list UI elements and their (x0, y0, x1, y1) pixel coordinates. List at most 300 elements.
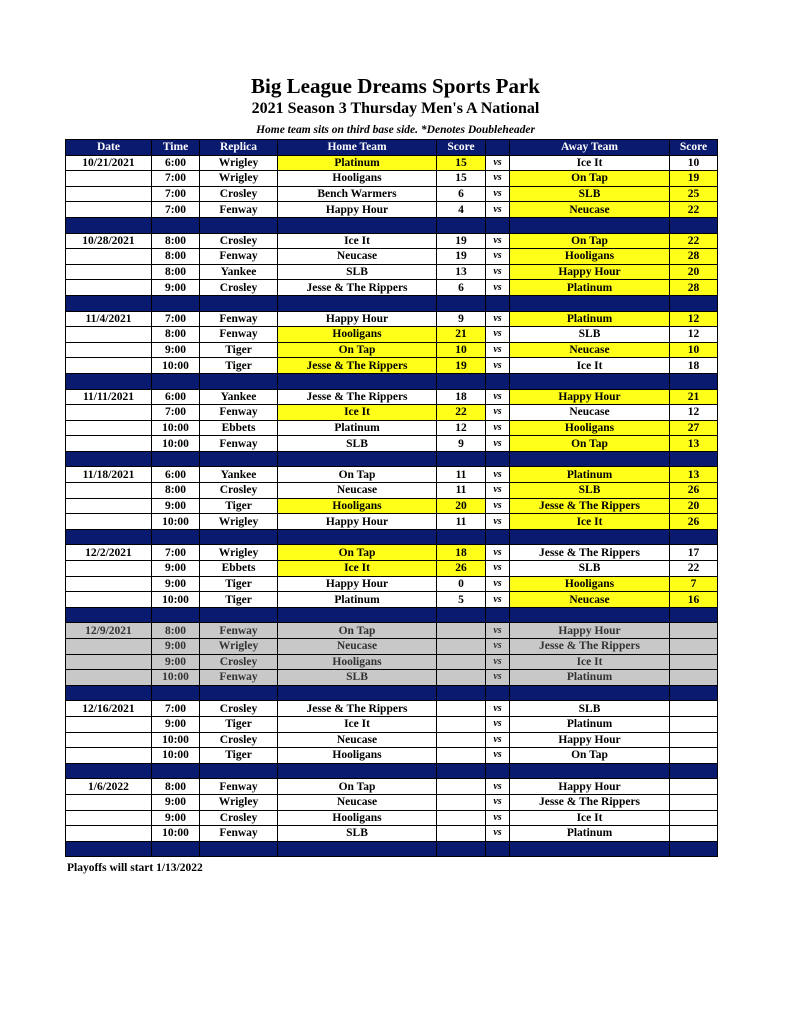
replica-cell: Fenway (200, 826, 278, 842)
home-score-cell: 18 (437, 389, 486, 405)
home-team-cell: SLB (278, 670, 437, 686)
separator-cell (437, 529, 486, 545)
separator-cell (200, 685, 278, 701)
away-score-cell (670, 623, 718, 639)
home-score-cell: 21 (437, 327, 486, 343)
table-row (66, 716, 718, 732)
time-cell: 7:00 (152, 171, 200, 187)
table-row (66, 483, 718, 499)
time-cell: 9:00 (152, 716, 200, 732)
time-cell: 8:00 (152, 483, 200, 499)
away-score-cell: 19 (670, 171, 718, 187)
home-score-cell: 20 (437, 498, 486, 514)
date-cell (66, 498, 152, 514)
vs-cell: vs (486, 358, 510, 374)
home-score-cell: 15 (437, 171, 486, 187)
vs-cell: vs (486, 327, 510, 343)
home-score-cell (437, 732, 486, 748)
time-cell: 8:00 (152, 233, 200, 249)
home-team-cell: Hooligans (278, 498, 437, 514)
date-cell (66, 420, 152, 436)
replica-cell: Tiger (200, 498, 278, 514)
date-cell: 10/21/2021 (66, 155, 152, 171)
home-team-cell: SLB (278, 264, 437, 280)
page-subtitle: 2021 Season 3 Thursday Men's A National (251, 100, 540, 117)
separator-cell (486, 373, 510, 389)
week-separator (66, 451, 718, 467)
table-row (66, 202, 718, 218)
header-home-score: Score (437, 140, 486, 156)
time-cell: 9:00 (152, 639, 200, 655)
replica-cell: Wrigley (200, 545, 278, 561)
vs-cell: vs (486, 249, 510, 265)
table-row (66, 639, 718, 655)
separator-cell (670, 373, 718, 389)
week-separator (66, 763, 718, 779)
vs-cell: vs (486, 794, 510, 810)
table-row (66, 701, 718, 717)
away-team-cell: Ice It (510, 810, 670, 826)
home-team-cell: Platinum (278, 420, 437, 436)
separator-cell (66, 373, 152, 389)
vs-cell: vs (486, 576, 510, 592)
away-score-cell (670, 670, 718, 686)
separator-cell (486, 763, 510, 779)
away-score-cell (670, 748, 718, 764)
home-score-cell (437, 779, 486, 795)
table-row (66, 311, 718, 327)
time-cell: 6:00 (152, 155, 200, 171)
separator-cell (510, 295, 670, 311)
separator-cell (152, 451, 200, 467)
away-score-cell (670, 779, 718, 795)
header-time: Time (152, 140, 200, 156)
vs-cell: vs (486, 779, 510, 795)
home-score-cell: 11 (437, 483, 486, 499)
time-cell: 10:00 (152, 748, 200, 764)
replica-cell: Tiger (200, 576, 278, 592)
home-score-cell: 10 (437, 342, 486, 358)
time-cell: 7:00 (152, 405, 200, 421)
away-team-cell: Jesse & The Rippers (510, 639, 670, 655)
vs-cell: vs (486, 670, 510, 686)
time-cell: 10:00 (152, 732, 200, 748)
time-cell: 9:00 (152, 280, 200, 296)
date-cell: 11/11/2021 (66, 389, 152, 405)
away-team-cell: Platinum (510, 670, 670, 686)
time-cell: 10:00 (152, 514, 200, 530)
separator-cell (486, 841, 510, 857)
separator-cell (486, 451, 510, 467)
home-score-cell: 9 (437, 311, 486, 327)
separator-cell (510, 529, 670, 545)
home-score-cell: 19 (437, 233, 486, 249)
replica-cell: Ebbets (200, 561, 278, 577)
home-team-cell: Bench Warmers (278, 186, 437, 202)
vs-cell: vs (486, 186, 510, 202)
replica-cell: Fenway (200, 311, 278, 327)
header-date: Date (66, 140, 152, 156)
table-row (66, 264, 718, 280)
time-cell: 10:00 (152, 826, 200, 842)
date-cell (66, 810, 152, 826)
separator-cell (152, 607, 200, 623)
separator-cell (670, 685, 718, 701)
home-score-cell: 6 (437, 280, 486, 296)
separator-cell (486, 607, 510, 623)
table-row (66, 748, 718, 764)
time-cell: 8:00 (152, 249, 200, 265)
home-team-cell: SLB (278, 436, 437, 452)
separator-cell (437, 451, 486, 467)
away-score-cell: 12 (670, 311, 718, 327)
away-score-cell: 28 (670, 249, 718, 265)
time-cell: 7:00 (152, 701, 200, 717)
separator-cell (437, 685, 486, 701)
time-cell: 9:00 (152, 794, 200, 810)
away-score-cell: 22 (670, 233, 718, 249)
away-score-cell: 25 (670, 186, 718, 202)
home-team-cell: On Tap (278, 623, 437, 639)
separator-cell (486, 685, 510, 701)
header-home-team: Home Team (278, 140, 437, 156)
table-row (66, 810, 718, 826)
table-row (66, 732, 718, 748)
time-cell: 7:00 (152, 545, 200, 561)
away-score-cell: 27 (670, 420, 718, 436)
away-score-cell: 20 (670, 498, 718, 514)
home-score-cell: 18 (437, 545, 486, 561)
date-cell (66, 514, 152, 530)
away-score-cell (670, 794, 718, 810)
separator-cell (278, 451, 437, 467)
away-team-cell: Platinum (510, 826, 670, 842)
table-row (66, 826, 718, 842)
separator-cell (278, 607, 437, 623)
away-score-cell: 12 (670, 327, 718, 343)
vs-cell: vs (486, 748, 510, 764)
away-team-cell: Ice It (510, 358, 670, 374)
separator-cell (278, 685, 437, 701)
separator-cell (510, 451, 670, 467)
separator-cell (278, 217, 437, 233)
table-row (66, 186, 718, 202)
away-team-cell: Happy Hour (510, 623, 670, 639)
home-team-cell: Platinum (278, 155, 437, 171)
separator-cell (437, 841, 486, 857)
time-cell: 9:00 (152, 810, 200, 826)
separator-cell (437, 217, 486, 233)
separator-cell (510, 607, 670, 623)
replica-cell: Crosley (200, 233, 278, 249)
table-row (66, 389, 718, 405)
replica-cell: Crosley (200, 701, 278, 717)
home-score-cell: 12 (437, 420, 486, 436)
vs-cell: vs (486, 436, 510, 452)
table-row (66, 342, 718, 358)
replica-cell: Wrigley (200, 794, 278, 810)
week-separator (66, 373, 718, 389)
table-row (66, 327, 718, 343)
home-score-cell: 4 (437, 202, 486, 218)
vs-cell: vs (486, 623, 510, 639)
replica-cell: Crosley (200, 280, 278, 296)
home-score-cell (437, 826, 486, 842)
home-score-cell: 19 (437, 358, 486, 374)
separator-cell (510, 763, 670, 779)
separator-cell (670, 451, 718, 467)
away-team-cell: Ice It (510, 514, 670, 530)
date-cell: 12/2/2021 (66, 545, 152, 561)
time-cell: 10:00 (152, 420, 200, 436)
away-team-cell: On Tap (510, 748, 670, 764)
time-cell: 8:00 (152, 327, 200, 343)
away-team-cell: SLB (510, 186, 670, 202)
week-separator (66, 217, 718, 233)
home-score-cell: 6 (437, 186, 486, 202)
date-cell (66, 249, 152, 265)
home-team-cell: Hooligans (278, 654, 437, 670)
away-score-cell (670, 826, 718, 842)
away-score-cell: 26 (670, 483, 718, 499)
home-team-cell: Jesse & The Rippers (278, 358, 437, 374)
date-cell (66, 826, 152, 842)
home-score-cell (437, 639, 486, 655)
separator-cell (278, 295, 437, 311)
home-team-cell: Ice It (278, 405, 437, 421)
home-team-cell: Happy Hour (278, 202, 437, 218)
away-team-cell: SLB (510, 561, 670, 577)
date-cell (66, 436, 152, 452)
separator-cell (200, 763, 278, 779)
time-cell: 8:00 (152, 623, 200, 639)
away-score-cell (670, 639, 718, 655)
time-cell: 10:00 (152, 358, 200, 374)
date-cell (66, 576, 152, 592)
away-score-cell (670, 716, 718, 732)
separator-cell (670, 529, 718, 545)
vs-cell: vs (486, 155, 510, 171)
away-score-cell: 12 (670, 405, 718, 421)
vs-cell: vs (486, 483, 510, 499)
separator-cell (66, 217, 152, 233)
home-team-cell: On Tap (278, 342, 437, 358)
home-score-cell: 5 (437, 592, 486, 608)
time-cell: 9:00 (152, 561, 200, 577)
separator-cell (66, 763, 152, 779)
replica-cell: Crosley (200, 483, 278, 499)
separator-cell (486, 217, 510, 233)
vs-cell: vs (486, 810, 510, 826)
away-team-cell: Hooligans (510, 420, 670, 436)
separator-cell (670, 217, 718, 233)
separator-cell (670, 763, 718, 779)
date-cell (66, 592, 152, 608)
away-score-cell: 16 (670, 592, 718, 608)
date-cell (66, 327, 152, 343)
replica-cell: Fenway (200, 779, 278, 795)
time-cell: 6:00 (152, 467, 200, 483)
vs-cell: vs (486, 420, 510, 436)
home-score-cell (437, 654, 486, 670)
away-team-cell: Jesse & The Rippers (510, 794, 670, 810)
away-team-cell: Jesse & The Rippers (510, 498, 670, 514)
table-row (66, 171, 718, 187)
separator-cell (66, 295, 152, 311)
separator-cell (437, 373, 486, 389)
time-cell: 7:00 (152, 311, 200, 327)
separator-cell (486, 295, 510, 311)
away-team-cell: Neucase (510, 342, 670, 358)
away-team-cell: SLB (510, 483, 670, 499)
schedule-body (66, 155, 718, 857)
replica-cell: Wrigley (200, 514, 278, 530)
home-score-cell (437, 716, 486, 732)
home-team-cell: Neucase (278, 794, 437, 810)
home-team-cell: Hooligans (278, 171, 437, 187)
separator-cell (152, 295, 200, 311)
vs-cell: vs (486, 732, 510, 748)
home-score-cell: 11 (437, 514, 486, 530)
away-score-cell: 21 (670, 389, 718, 405)
home-team-cell: Jesse & The Rippers (278, 280, 437, 296)
home-score-cell (437, 701, 486, 717)
table-row (66, 405, 718, 421)
replica-cell: Wrigley (200, 639, 278, 655)
away-score-cell (670, 732, 718, 748)
header-away-team: Away Team (510, 140, 670, 156)
away-score-cell: 17 (670, 545, 718, 561)
away-team-cell: Neucase (510, 592, 670, 608)
away-score-cell: 28 (670, 280, 718, 296)
separator-cell (200, 217, 278, 233)
separator-cell (278, 763, 437, 779)
home-score-cell: 13 (437, 264, 486, 280)
vs-cell: vs (486, 701, 510, 717)
replica-cell: Fenway (200, 436, 278, 452)
time-cell: 9:00 (152, 498, 200, 514)
date-cell (66, 342, 152, 358)
time-cell: 9:00 (152, 576, 200, 592)
away-team-cell: On Tap (510, 436, 670, 452)
home-score-cell (437, 623, 486, 639)
away-score-cell: 20 (670, 264, 718, 280)
away-team-cell: Platinum (510, 311, 670, 327)
date-cell: 11/4/2021 (66, 311, 152, 327)
vs-cell: vs (486, 405, 510, 421)
footer-note: Playoffs will start 1/13/2022 (67, 862, 203, 874)
away-score-cell: 10 (670, 155, 718, 171)
away-score-cell: 7 (670, 576, 718, 592)
home-score-cell: 9 (437, 436, 486, 452)
away-score-cell (670, 654, 718, 670)
table-header-row (66, 140, 718, 156)
home-team-cell: Hooligans (278, 748, 437, 764)
home-score-cell: 22 (437, 405, 486, 421)
schedule-table (65, 139, 718, 857)
replica-cell: Tiger (200, 716, 278, 732)
home-team-cell: Happy Hour (278, 514, 437, 530)
separator-cell (66, 607, 152, 623)
date-cell (66, 264, 152, 280)
date-cell: 1/6/2022 (66, 779, 152, 795)
week-separator (66, 295, 718, 311)
time-cell: 9:00 (152, 654, 200, 670)
time-cell: 9:00 (152, 342, 200, 358)
home-team-cell: Ice It (278, 561, 437, 577)
replica-cell: Fenway (200, 670, 278, 686)
away-team-cell: Ice It (510, 155, 670, 171)
away-score-cell: 18 (670, 358, 718, 374)
away-score-cell: 22 (670, 202, 718, 218)
vs-cell: vs (486, 592, 510, 608)
table-row (66, 592, 718, 608)
separator-cell (437, 295, 486, 311)
home-score-cell (437, 810, 486, 826)
home-score-cell: 11 (437, 467, 486, 483)
separator-cell (66, 451, 152, 467)
header-replica: Replica (200, 140, 278, 156)
date-cell (66, 654, 152, 670)
date-cell (66, 483, 152, 499)
home-score-cell: 26 (437, 561, 486, 577)
vs-cell: vs (486, 654, 510, 670)
table-row (66, 155, 718, 171)
home-score-cell (437, 794, 486, 810)
vs-cell: vs (486, 280, 510, 296)
vs-cell: vs (486, 342, 510, 358)
date-cell: 10/28/2021 (66, 233, 152, 249)
week-separator (66, 685, 718, 701)
away-team-cell: Happy Hour (510, 732, 670, 748)
table-row (66, 670, 718, 686)
time-cell: 7:00 (152, 186, 200, 202)
vs-cell: vs (486, 561, 510, 577)
replica-cell: Ebbets (200, 420, 278, 436)
away-team-cell: SLB (510, 327, 670, 343)
replica-cell: Crosley (200, 654, 278, 670)
home-team-cell: On Tap (278, 467, 437, 483)
date-cell (66, 748, 152, 764)
replica-cell: Wrigley (200, 171, 278, 187)
separator-cell (510, 373, 670, 389)
home-team-cell: Ice It (278, 233, 437, 249)
away-team-cell: Hooligans (510, 576, 670, 592)
replica-cell: Crosley (200, 186, 278, 202)
away-score-cell (670, 810, 718, 826)
date-cell (66, 794, 152, 810)
table-row (66, 794, 718, 810)
home-team-cell: Hooligans (278, 810, 437, 826)
separator-cell (152, 217, 200, 233)
date-cell: 12/16/2021 (66, 701, 152, 717)
table-row (66, 467, 718, 483)
date-cell (66, 171, 152, 187)
away-team-cell: Hooligans (510, 249, 670, 265)
page-note: Home team sits on third base side. *Denotes Doubleheader (256, 124, 535, 136)
table-row (66, 420, 718, 436)
replica-cell: Fenway (200, 327, 278, 343)
away-team-cell: Happy Hour (510, 389, 670, 405)
table-row (66, 498, 718, 514)
table-row (66, 779, 718, 795)
away-team-cell: Happy Hour (510, 779, 670, 795)
home-team-cell: Neucase (278, 732, 437, 748)
separator-cell (200, 295, 278, 311)
away-team-cell: Platinum (510, 280, 670, 296)
vs-cell: vs (486, 171, 510, 187)
vs-cell: vs (486, 826, 510, 842)
